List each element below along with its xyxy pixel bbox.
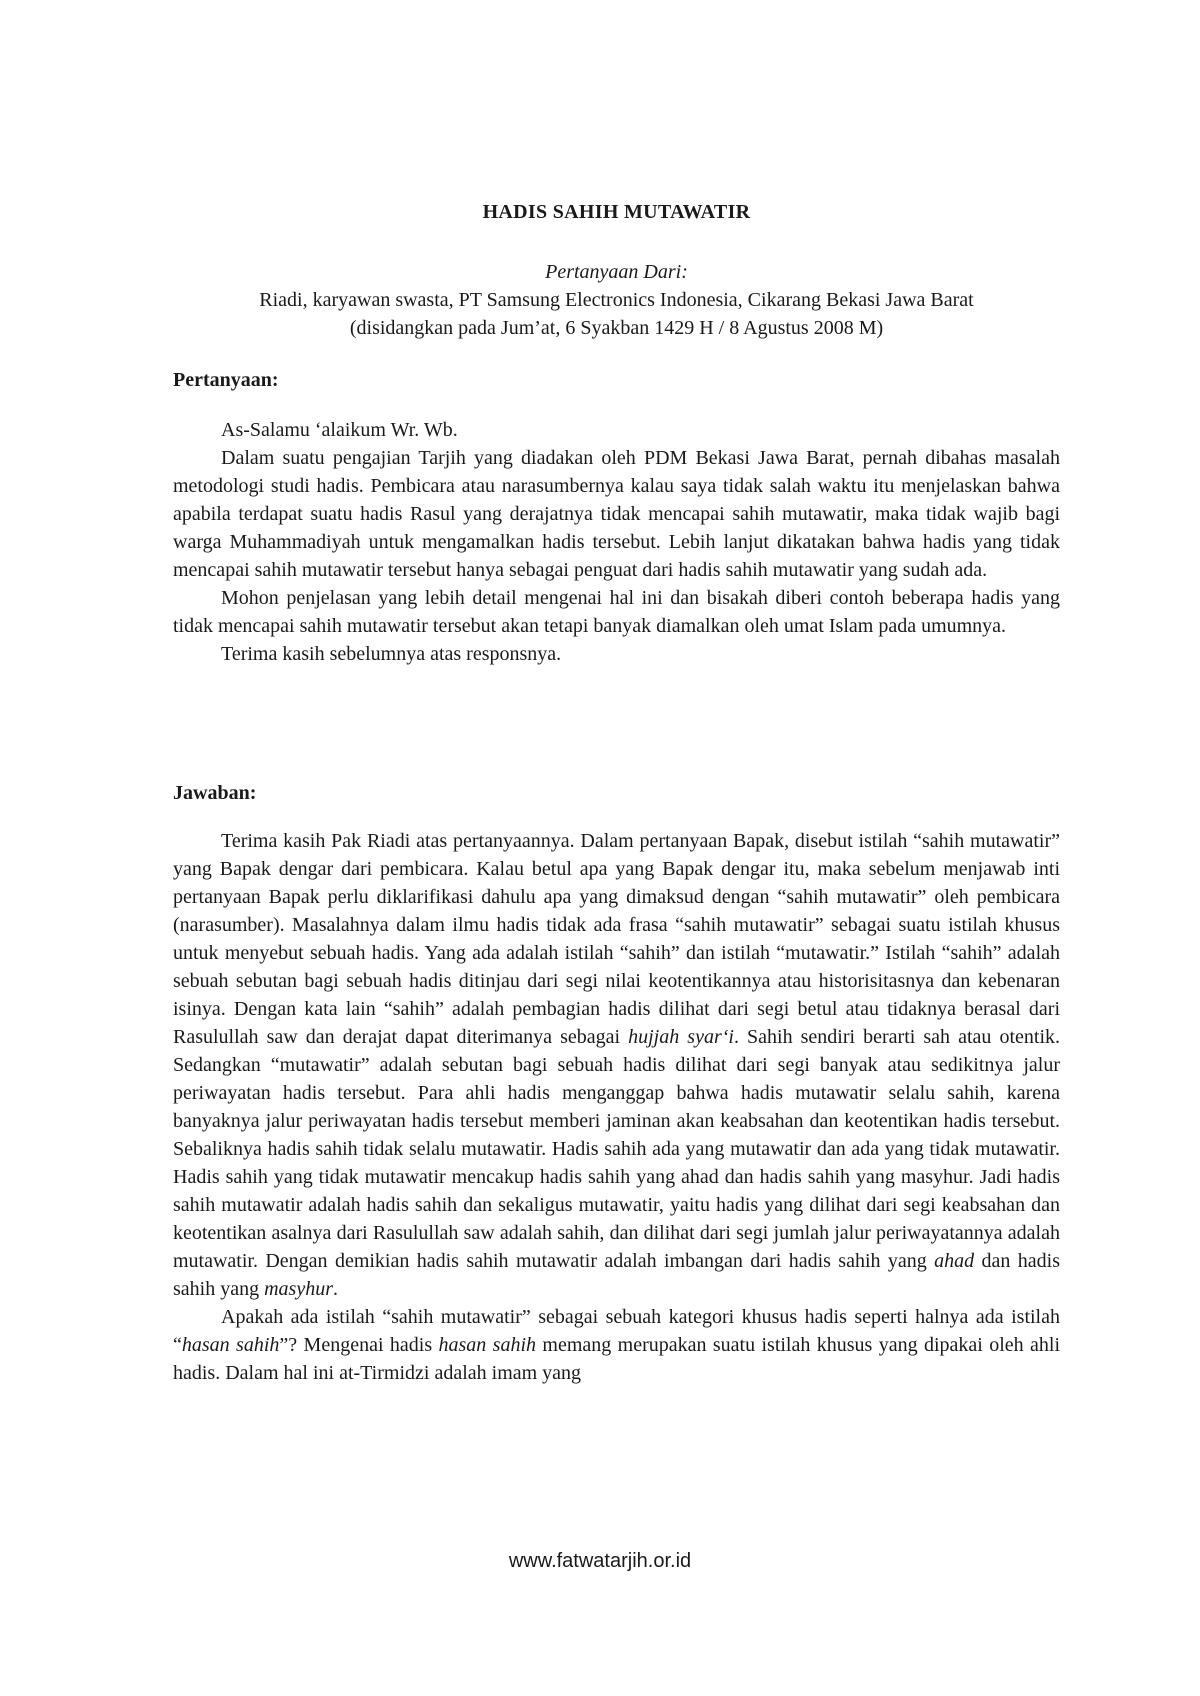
- question-paragraph-2: Mohon penjelasan yang lebih detail mengenai hal ini dan bisakah diberi contoh beberapa hadis yang tidak mencapai sahih mutawatir tersebut akan tetapi banyak diamalkan oleh umat Islam pada umumnya.: [173, 587, 1060, 637]
- asker-line-1: Riadi, karyawan swasta, PT Samsung Electronics Indonesia, Cikarang Bekasi Jawa Barat: [259, 289, 974, 311]
- term-hujjah-syari: hujjah syar‘i: [628, 1026, 734, 1048]
- asker-label: Pertanyaan Dari:: [545, 261, 688, 283]
- answer-p1-text-c: dan hadis sahih yang: [173, 1250, 1061, 1300]
- term-ahad: ahad: [934, 1250, 975, 1272]
- answer-p2-text-b: ”? Mengenai hadis: [279, 1334, 439, 1356]
- asker-line-2: (disidangkan pada Jum’at, 6 Syakban 1429 H / 8 Agustus 2008 M): [349, 317, 884, 339]
- answer-body: [173, 827, 1060, 1387]
- question-greeting: As-Salamu ‘alaikum Wr. Wb.: [221, 419, 458, 441]
- term-hasan-sahih-1: hasan sahih: [181, 1334, 280, 1356]
- answer-p1-text-d: .: [332, 1278, 338, 1300]
- question-body: [173, 416, 1060, 668]
- question-paragraph-1: Dalam suatu pengajian Tarjih yang diadakan oleh PDM Bekasi Jawa Barat, pernah dibahas masalah metodologi studi hadis. Pembicara atau narasumbernya kalau saya tidak salah waktu itu menjelaskan bahwa apabila terdapat suatu hadis Rasul yang derajatnya tidak mencapai sahih mutawatir, maka tidak wajib bagi warga Muhammadiyah untuk mengamalkan hadis tersebut. Lebih lanjut dikatakan bahwa hadis yang tidak mencapai sahih mutawatir tersebut hanya sebagai penguat dari hadis sahih mutawatir yang sudah ada.: [173, 447, 1060, 581]
- term-masyhur: masyhur: [264, 1278, 333, 1300]
- question-heading: Pertanyaan:: [173, 369, 279, 391]
- answer-heading: Jawaban:: [173, 782, 257, 804]
- footer-website: www.fatwatarjih.or.id: [508, 1550, 692, 1572]
- question-paragraph-3: Terima kasih sebelumnya atas responsnya.: [221, 643, 562, 665]
- answer-paragraph-2: [173, 1303, 1060, 1387]
- answer-p1-text-b: . Sahih sendiri berarti sah atau otentik. Sedangkan “mutawatir” adalah sebutan bagi sebuah hadis dilihat dari segi banyak atau sedikitnya jalur periwayatan hadis tersebut. Para ahli hadis menganggap bahwa hadis mutawatir selalu sahih, karena banyaknya jalur periwayatan hadis tersebut memberi jaminan akan keabsahan dan keotentikan hadis tersebut. Sebaliknya hadis sahih tidak selalu mutawatir. Hadis sahih ada yang mutawatir dan ada yang tidak mutawatir. Hadis sahih yang tidak mutawatir mencakup hadis sahih yang ahad dan hadis sahih yang masyhur. Jadi hadis sahih mutawatir adalah hadis sahih dan sekaligus mutawatir, yaitu hadis yang dilihat dari segi keabsahan dan keotentikan asalnya dari Rasulullah saw adalah sahih, dan dilihat dari segi jumlah jalur periwayatannya adalah mutawatir. Dengan demikian hadis sahih mutawatir adalah imbangan dari hadis sahih yang: [173, 1026, 1060, 1272]
- answer-paragraph-1: [173, 827, 1060, 1303]
- document-title: HADIS SAHIH MUTAWATIR: [482, 201, 751, 223]
- answer-p1-text-a: Terima kasih Pak Riadi atas pertanyaannya. Dalam pertanyaan Bapak, disebut istilah “sahih mutawatir” yang Bapak dengar dari pembicara. Kalau betul apa yang Bapak dengar itu, maka sebelum menjawab inti pertanyaan Bapak perlu diklarifikasi dahulu apa yang dimaksud dengan “sahih mutawatir” oleh pembicara (narasumber). Masalahnya dalam ilmu hadis tidak ada frasa “sahih mutawatir” sebagai suatu istilah khusus untuk menyebut sebuah hadis. Yang ada adalah istilah “sahih” dan istilah “mutawatir.” Istilah “sahih” adalah sebuah sebutan bagi sebuah hadis ditinjau dari segi nilai keotentikannya atau historisitasnya dan kebenaran isinya. Dengan kata lain “sahih” adalah pembagian hadis dilihat dari segi betul atau tidaknya berasal dari Rasulullah saw dan derajat dapat diterimanya sebagai: [173, 830, 1060, 1048]
- asker-info: [173, 258, 1060, 342]
- answer-p2-text-a: Apakah ada istilah “sahih mutawatir” sebagai sebuah kategori khusus hadis seperti halnya ada istilah “: [173, 1306, 1060, 1356]
- term-hasan-sahih-2: hasan sahih: [438, 1334, 537, 1356]
- answer-p2-text-c: memang merupakan suatu istilah khusus yang dipakai oleh ahli hadis. Dalam hal ini at-Tirmidzi adalah imam yang: [173, 1334, 1061, 1384]
